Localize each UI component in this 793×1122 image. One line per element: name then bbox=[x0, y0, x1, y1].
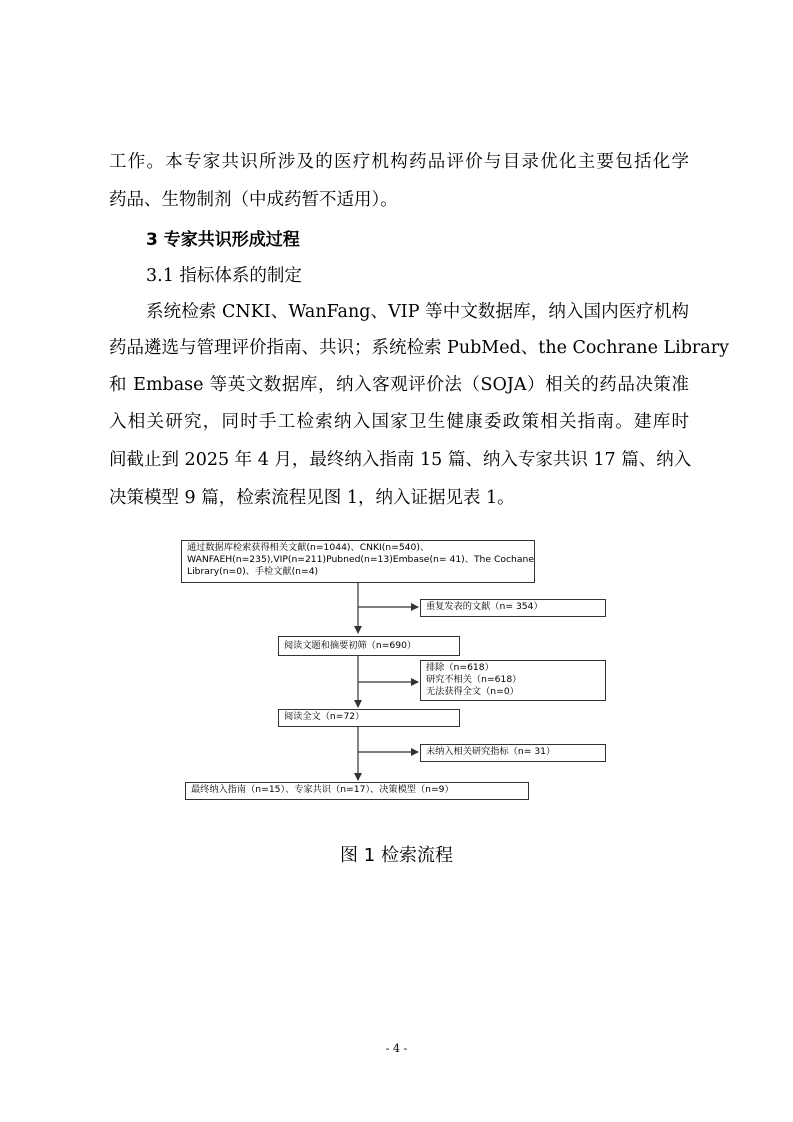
flow-box-fulltext bbox=[278, 709, 460, 727]
flow-text: 重复发表的文献（n= 354） bbox=[426, 601, 543, 612]
flow-text: WANFAEH(n=235),VIP(n=211)Pubned(n=13)Embase(n= 41)、The Cochane bbox=[187, 554, 534, 565]
flow-box-exclude-duplicates bbox=[420, 599, 606, 617]
flow-text: 无法获得全文（n=0） bbox=[426, 686, 519, 697]
flow-box-included bbox=[185, 782, 529, 800]
paragraph-line: 系统检索 CNKI、WanFang、VIP 等中文数据库，纳入国内医疗机构 bbox=[146, 302, 689, 322]
page-number: - 4 - bbox=[385, 1042, 408, 1055]
flow-text: 通过数据库检索获得相关文献(n=1044)、CNKI(n=540)、 bbox=[187, 542, 430, 553]
flow-text: 阅读文题和摘要初筛（n=690） bbox=[284, 640, 417, 651]
paragraph-line: 决策模型 9 篇，检索流程见图 1，纳入证据见表 1。 bbox=[109, 488, 515, 508]
paragraph-line: 药品、生物制剂（中成药暂不适用）。 bbox=[109, 190, 398, 210]
subsection-heading: 3.1 指标体系的制定 bbox=[146, 266, 302, 286]
paragraph-line: 入相关研究，同时手工检索纳入国家卫生健康委政策相关指南。建库时 bbox=[109, 412, 689, 432]
flow-text: 研究不相关（n=618） bbox=[426, 674, 522, 685]
flow-box-exclude-fulltext bbox=[420, 744, 606, 762]
flow-text: 排除（n=618） bbox=[426, 662, 494, 673]
paragraph-line: 工作。本专家共识所涉及的医疗机构药品评价与目录优化主要包括化学 bbox=[109, 152, 689, 172]
flow-text: 未纳入相关研究指标（n= 31） bbox=[426, 746, 556, 757]
flow-text: Library(n=0)、手检文献(n=4) bbox=[187, 566, 319, 577]
section-heading: 3 专家共识形成过程 bbox=[146, 230, 300, 250]
paragraph-line: 药品遴选与管理评价指南、共识；系统检索 PubMed、the Cochrane Library bbox=[109, 338, 729, 358]
flow-box-exclude-screening bbox=[420, 660, 606, 701]
paragraph-line: 间截止到 2025 年 4 月，最终纳入指南 15 篇、纳入专家共识 17 篇、纳入 bbox=[109, 450, 692, 470]
flow-box-search bbox=[181, 540, 535, 583]
flow-text: 最终纳入指南（n=15）、专家共识（n=17）、决策模型（n=9） bbox=[191, 784, 454, 795]
flow-text: 阅读全文（n=72） bbox=[284, 711, 365, 722]
figure-caption: 图 1 检索流程 bbox=[340, 845, 453, 866]
flow-box-screening bbox=[278, 636, 460, 656]
paragraph-line: 和 Embase 等英文数据库，纳入客观评价法（SOJA）相关的药品决策准 bbox=[109, 375, 689, 395]
